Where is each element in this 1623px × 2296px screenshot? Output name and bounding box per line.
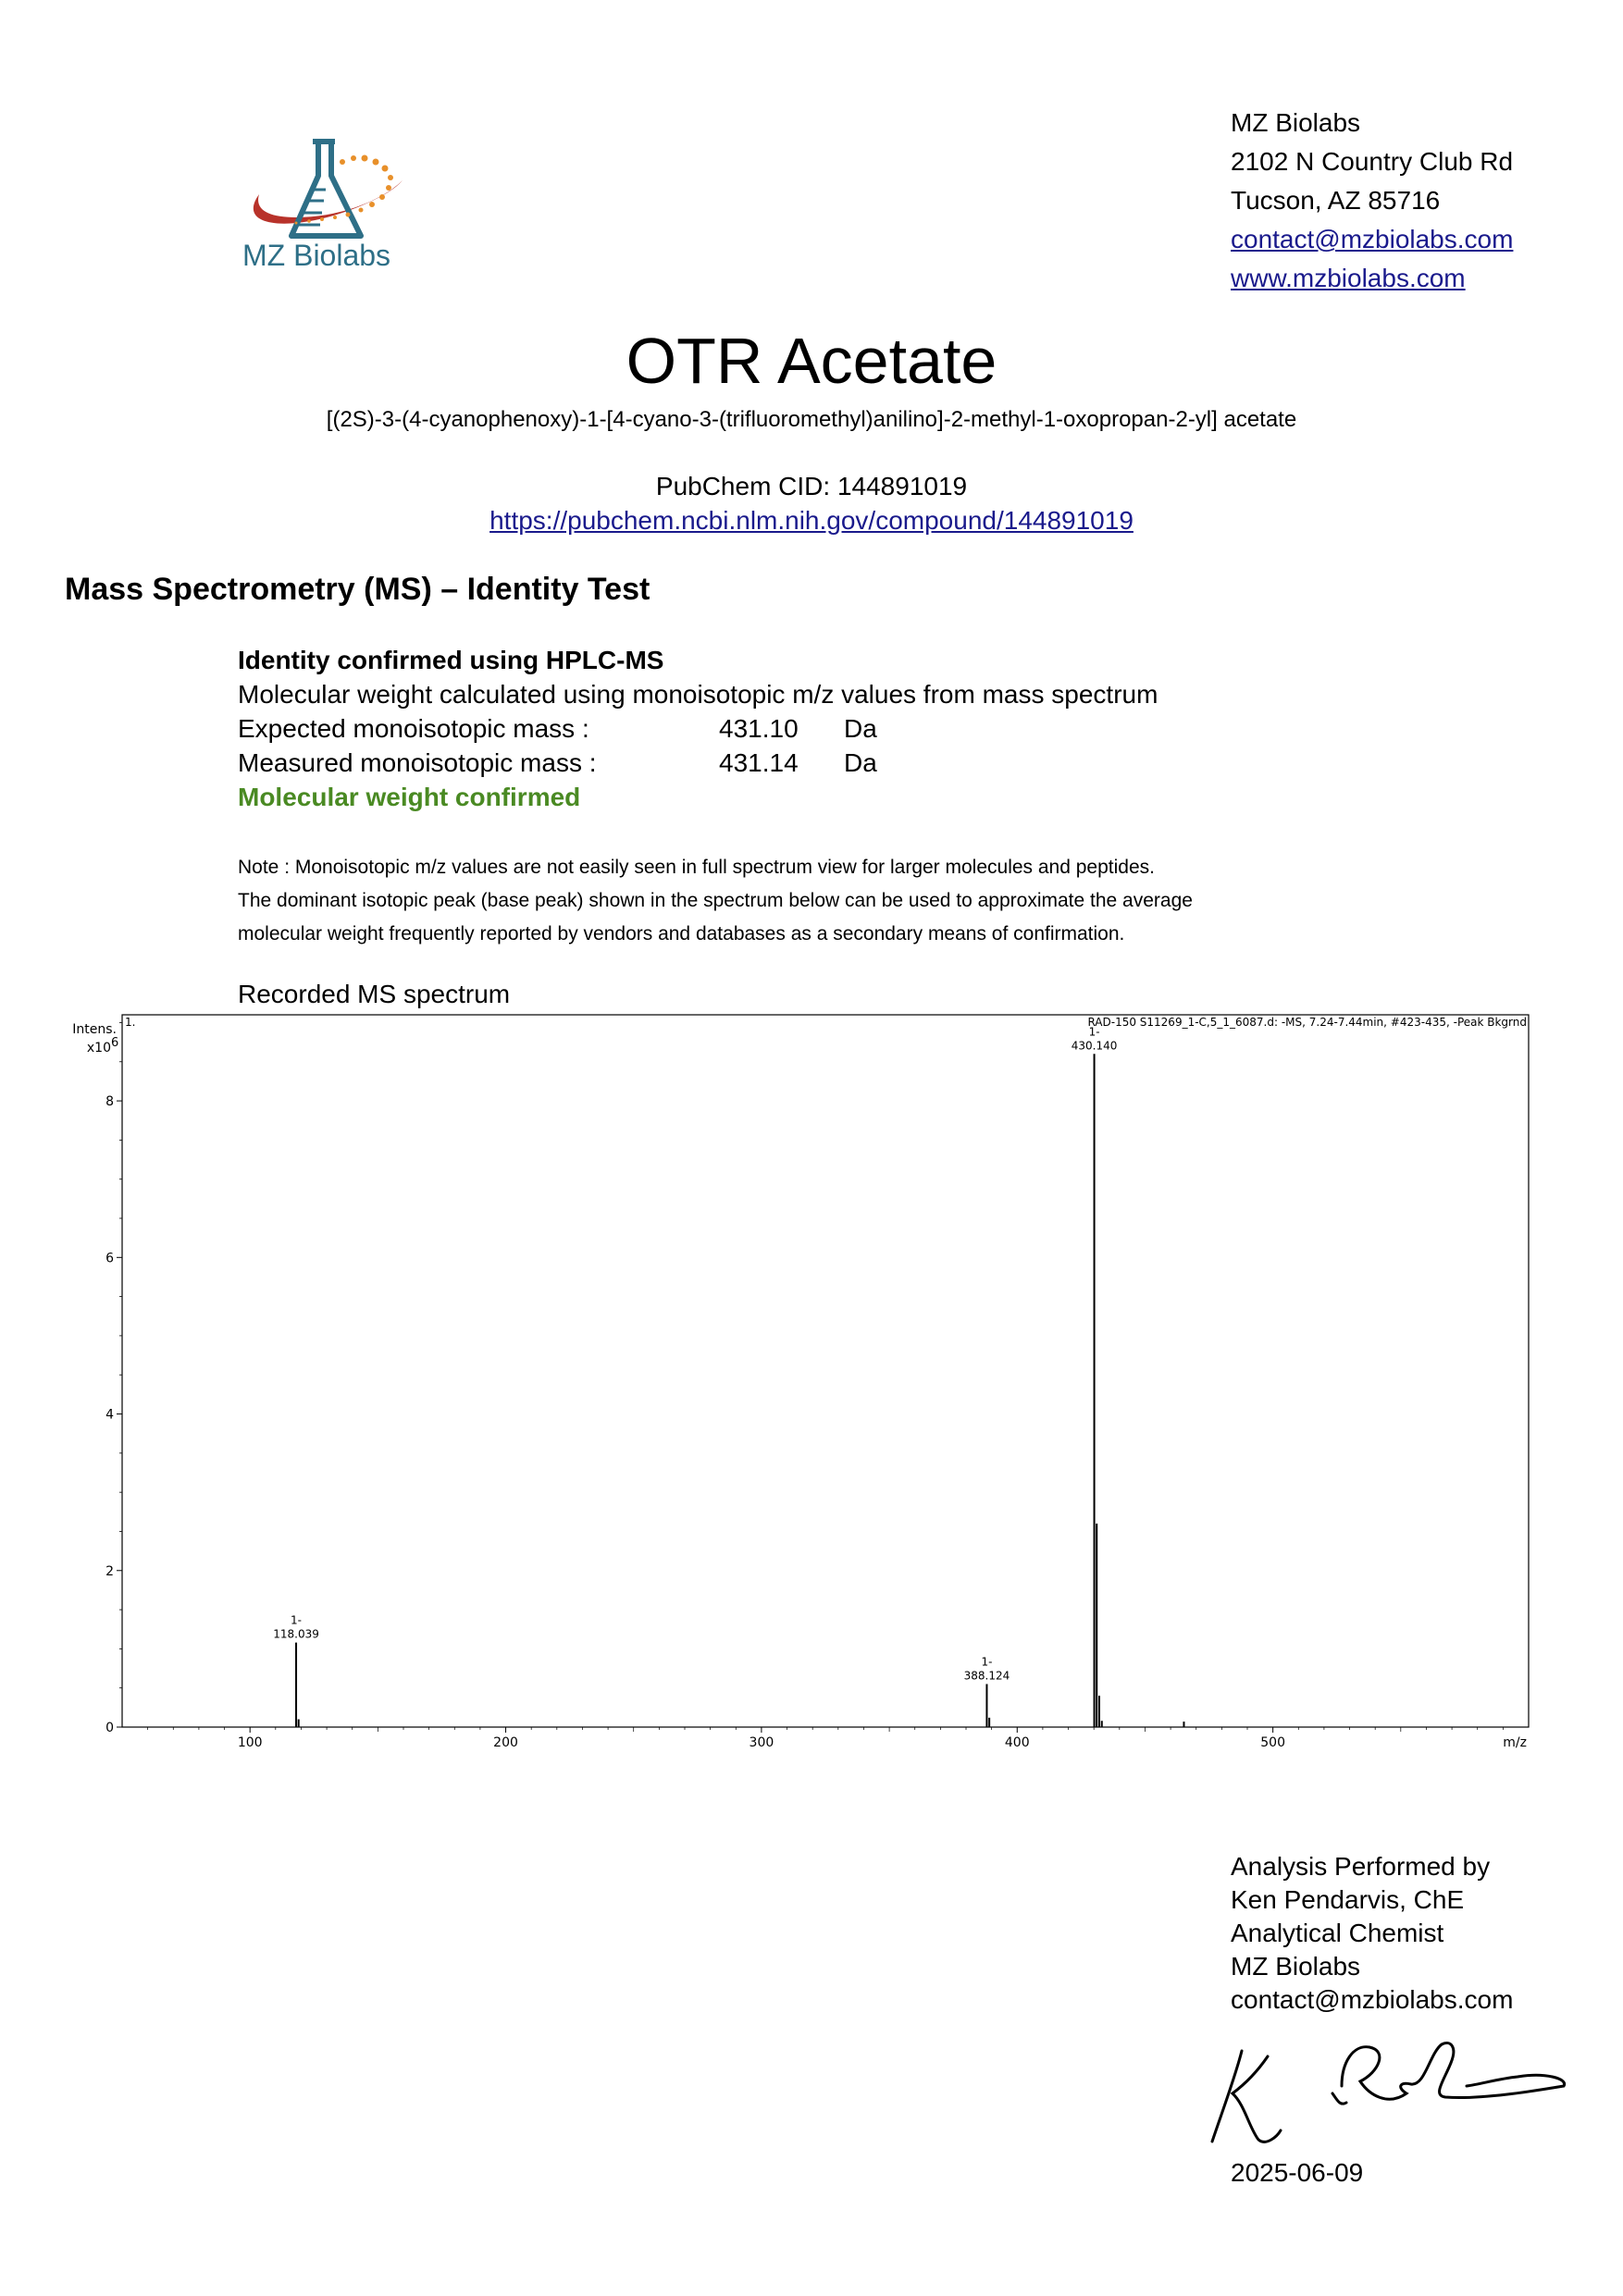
ms-spectrum-chart <box>65 1013 1536 1753</box>
note-line-3: molecular weight frequently reported by vendors and databases as a secondary means of confirmation. <box>238 923 1125 944</box>
peak-label-mz: 430.140 <box>1071 1039 1118 1053</box>
measured-mass-label: Measured monoisotopic mass : <box>238 748 597 777</box>
logo-wordmark: MZ Biolabs <box>242 239 391 272</box>
identity-heading: Identity confirmed using HPLC-MS <box>238 646 664 674</box>
peak-label-mz: 388.124 <box>963 1669 1010 1683</box>
x-tick-label: 100 <box>237 1735 263 1750</box>
identity-block <box>238 643 1158 814</box>
y-scale-label: x10 <box>86 1041 111 1055</box>
expected-mass-unit: Da <box>844 714 877 743</box>
measured-mass-row <box>238 746 1158 780</box>
plot-frame <box>122 1015 1529 1727</box>
analyst-heading: Analysis Performed by <box>1231 1852 1491 1881</box>
analyst-block <box>1231 1850 1513 2017</box>
x-tick-label: 400 <box>1004 1735 1030 1750</box>
note-line-2: The dominant isotopic peak (base peak) shown in the spectrum below can be used to approximate the average <box>238 890 1193 911</box>
pubchem-cid: PubChem CID: 144891019 <box>655 472 968 500</box>
address-line-2: Tucson, AZ 85716 <box>1231 186 1441 215</box>
peak-label-charge: 1- <box>981 1655 993 1669</box>
y-tick-label: 2 <box>105 1563 114 1579</box>
measured-mass-unit: Da <box>844 748 877 777</box>
peak-label-charge: 1- <box>1088 1025 1100 1039</box>
y-tick-label: 0 <box>105 1721 114 1735</box>
pubchem-link[interactable]: https://pubchem.ncbi.nlm.nih.gov/compound/144891019 <box>489 506 1134 535</box>
analyst-name: Ken Pendarvis, ChE <box>1231 1885 1465 1914</box>
y-tick-label: 6 <box>105 1251 114 1266</box>
section-title: Mass Spectrometry (MS) – Identity Test <box>65 572 650 607</box>
iupac-name: [(2S)-3-(4-cyanophenoxy)-1-[4-cyano-3-(trifluoromethyl)anilino]-2-methyl-1-oxopropan-2-yl] acetate <box>326 407 1297 432</box>
peak-label-mz: 118.039 <box>273 1627 319 1641</box>
y-tick-label: 8 <box>105 1094 114 1110</box>
company-email-link[interactable]: contact@mzbiolabs.com <box>1231 225 1514 253</box>
y-tick-label: 4 <box>105 1407 114 1423</box>
panel-label: 1. <box>125 1016 136 1029</box>
method-text: Molecular weight calculated using monoisotopic m/z values from mass spectrum <box>238 680 1158 709</box>
expected-mass-value: 431.10 <box>719 714 799 743</box>
analyst-email: contact@mzbiolabs.com <box>1231 1985 1514 2014</box>
x-tick-label: 300 <box>749 1735 774 1750</box>
analysis-date: 2025-06-09 <box>1231 2158 1364 2187</box>
chart-title: RAD-150 S11269_1-C,5_1_6087.d: -MS, 7.24-7.44min, #423-435, -Peak Bkgrnd <box>1087 1016 1527 1029</box>
note-line-1: Note : Monoisotopic m/z values are not easily seen in full spectrum view for larger molecules and peptides. <box>238 857 1155 878</box>
expected-mass-row <box>238 711 1158 746</box>
measured-mass-value: 431.14 <box>719 748 799 777</box>
company-name: MZ Biolabs <box>1231 108 1361 137</box>
x-tick-label: 500 <box>1260 1735 1286 1750</box>
note-block <box>238 851 1193 951</box>
handwritten-signature <box>1203 2031 1573 2155</box>
company-address <box>1231 104 1513 298</box>
company-website-link[interactable]: www.mzbiolabs.com <box>1231 264 1466 292</box>
result-text: Molecular weight confirmed <box>238 783 581 811</box>
expected-mass-label: Expected monoisotopic mass : <box>238 714 589 743</box>
address-line-1: 2102 N Country Club Rd <box>1231 147 1514 176</box>
peak-label-charge: 1- <box>291 1613 303 1627</box>
y-axis-label: Intens. <box>72 1022 117 1037</box>
analyst-org: MZ Biolabs <box>1231 1952 1361 1981</box>
compound-title: OTR Acetate <box>626 325 997 397</box>
x-axis-label: m/z <box>1503 1735 1527 1750</box>
y-scale-exponent: 6 <box>111 1036 119 1050</box>
spectrum-label: Recorded MS spectrum <box>238 980 511 1008</box>
x-tick-label: 200 <box>493 1735 518 1750</box>
analyst-role: Analytical Chemist <box>1231 1919 1444 1947</box>
